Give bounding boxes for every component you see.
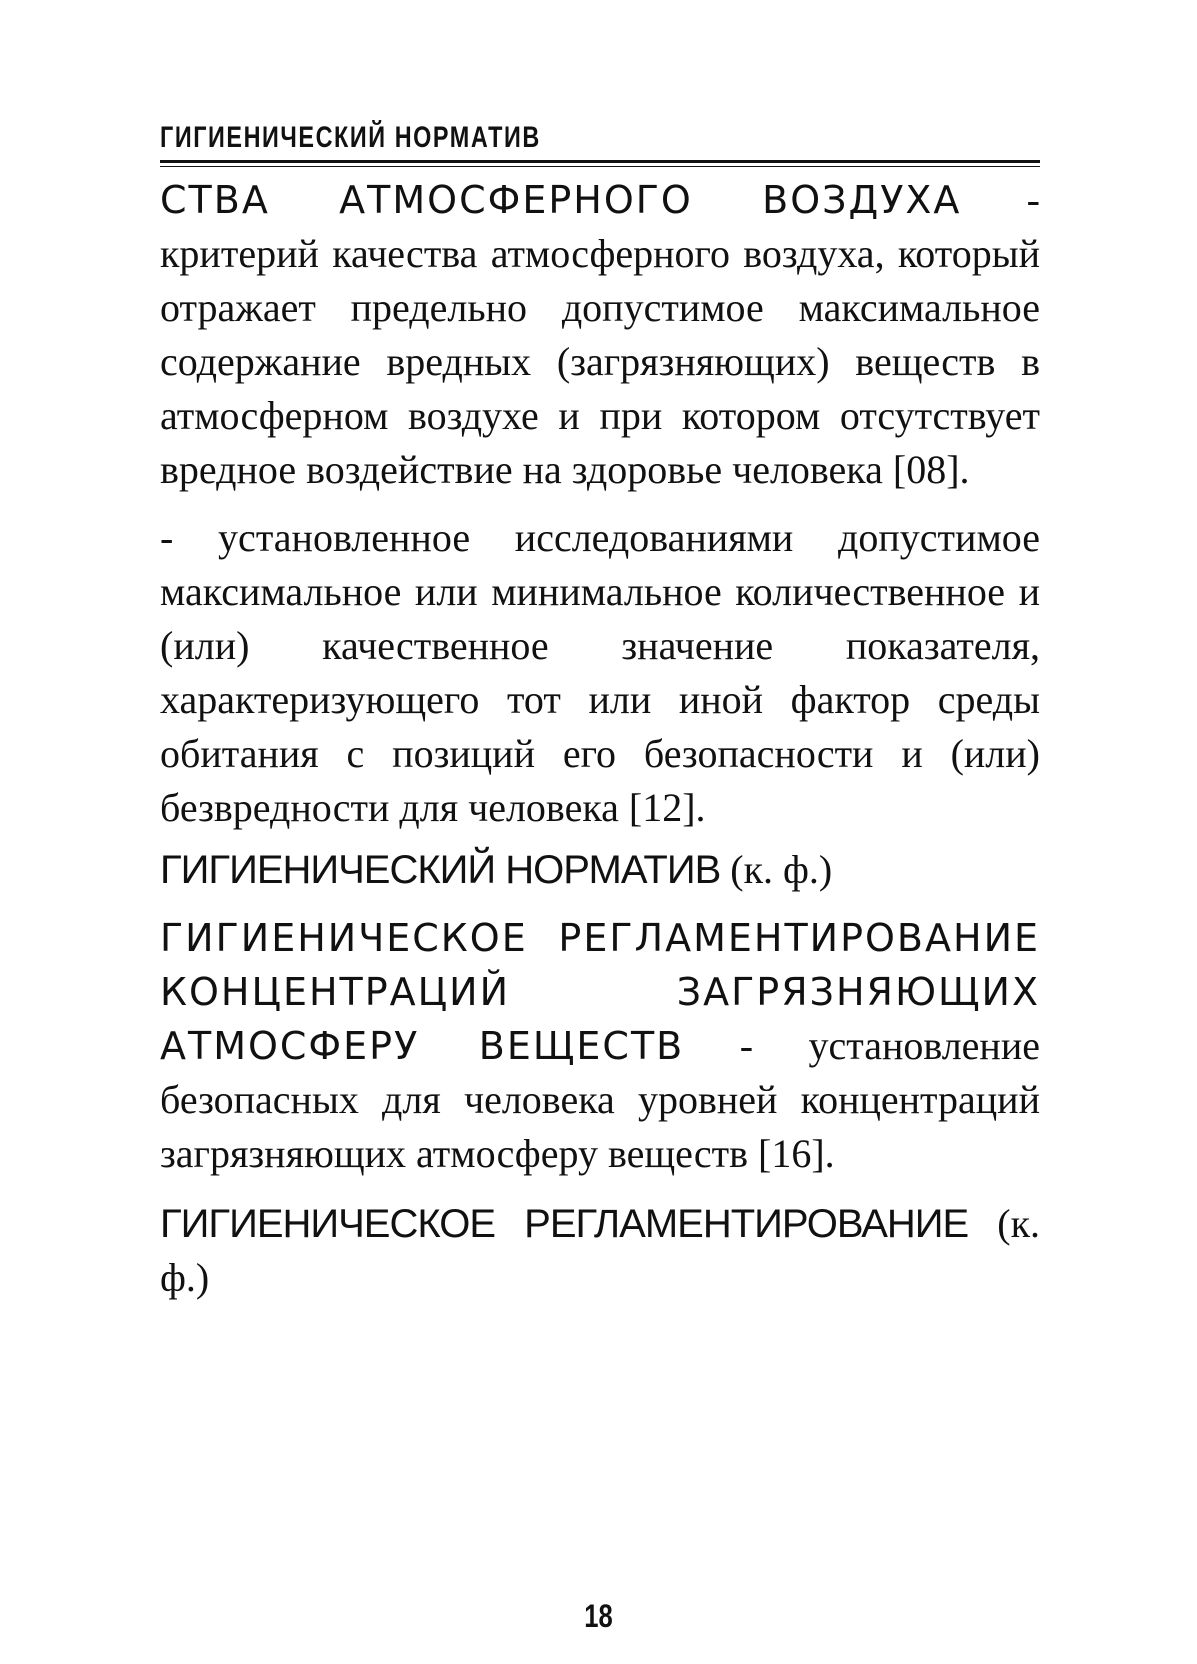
entry-dash: - [961,177,1040,222]
page-content [160,118,1040,1305]
page-number: 18 [584,1598,613,1634]
header-rule [160,160,1040,163]
entry-note: (к. ф.) [160,1201,1040,1300]
entry-hygienic-standard-definition [160,511,1040,835]
entry-term: ГИГИЕНИЧЕСКОЕ РЕГЛАМЕНТИРОВАНИЕ [160,1202,969,1246]
entry-definition: - установленное исследованиями допустимое максимальное или минимальное количественное и (или) качественное значение показателя, характеризующего тот или иной фактор среды обитания с позиций его безопасности и (или) безвредности для человека [12]. [160,515,1040,830]
entry-air-quality-standard [160,173,1040,497]
entry-dash: - [684,1023,809,1068]
entry-hygienic-regulation-concentrations [160,911,1040,1181]
entry-hygienic-regulation-short [160,1197,1040,1305]
entry-note: (к. ф.) [720,847,833,892]
running-head: ГИГИЕНИЧЕСКИЙ НОРМАТИВ [160,121,541,154]
entry-definition: критерий качества атмосферного воздуха, который отражает предельно допустимое максимальное содержание вредных (загрязняющих) веществ в атмосферном воздухе и при котором отсутствует вредное воздействие на здоровье человека [08]. [160,231,1040,492]
entry-term: ГИГИЕНИЧЕСКИЙ НОРМАТИВ [160,848,721,892]
entry-definition: установление безопасных для человека уровней концентраций загрязняющих атмосферу веществ [16]. [160,1023,1040,1176]
header-rule-thin [160,166,1040,167]
entry-term: СТВА АТМОСФЕРНОГО ВОЗДУХА [160,178,962,222]
entry-term: ГИГИЕНИЧЕСКОЕ РЕГЛАМЕНТИРОВАНИЕ КОНЦЕНТРАЦИЙ ЗАГРЯЗНЯЮЩИХ АТМОСФЕРУ ВЕЩЕСТВ [160,916,1040,1068]
entry-hygienic-standard-short [160,843,1040,897]
